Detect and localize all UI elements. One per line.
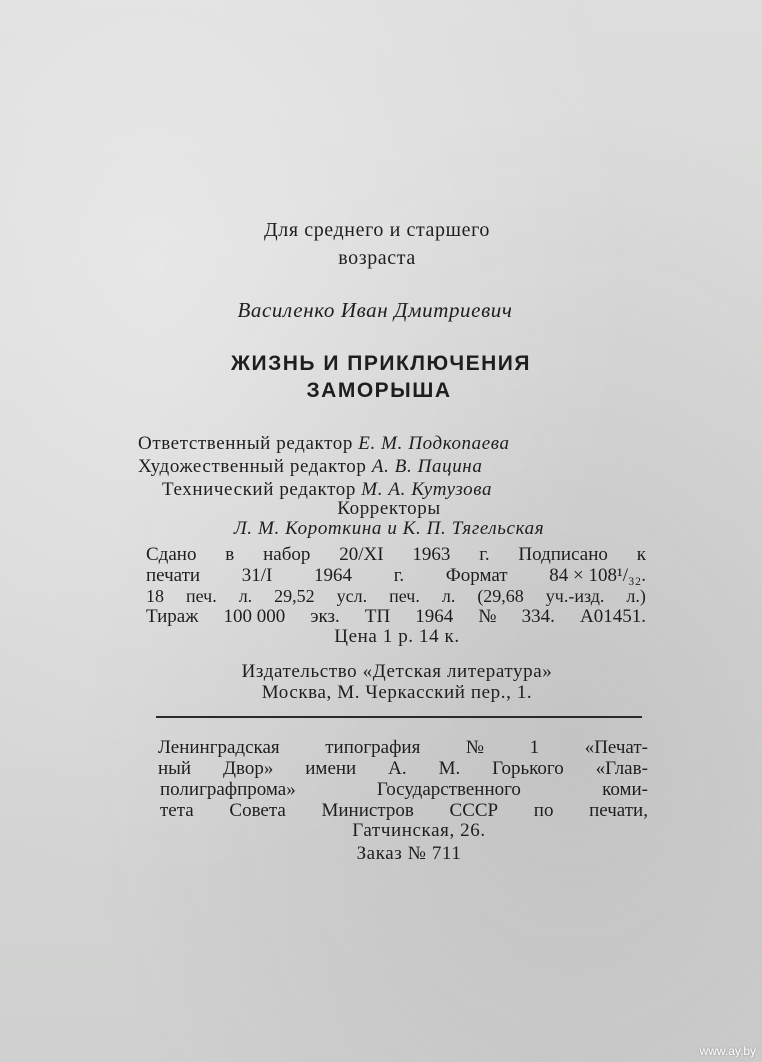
- word: А01451.: [580, 606, 646, 627]
- word: типография: [325, 737, 421, 758]
- word: усл.: [336, 586, 368, 606]
- word: Горького: [492, 758, 564, 779]
- word: «Печат-: [584, 737, 648, 758]
- word: Тираж: [146, 606, 199, 627]
- word: печ.: [389, 586, 420, 606]
- word: А.: [388, 758, 407, 779]
- word: Двор»: [223, 758, 274, 779]
- word: коми-: [602, 779, 648, 800]
- word: л.: [238, 586, 253, 606]
- word: 18: [146, 586, 164, 606]
- publisher-address: Москва, М. Черкасский пер., 1.: [261, 682, 533, 703]
- word: №: [478, 606, 497, 627]
- tech-editor-name: М. А. Кутузова: [361, 479, 493, 500]
- word: экз.: [310, 606, 340, 627]
- word: Формат: [445, 565, 508, 586]
- art-editor-line: [138, 455, 482, 479]
- author-name: Василенко Иван Дмитриевич: [237, 298, 513, 322]
- word: Государственного: [376, 779, 521, 800]
- word: 31/I: [241, 565, 273, 586]
- word: 29,52: [274, 586, 315, 606]
- word: в: [225, 544, 235, 565]
- word: л.): [626, 586, 646, 606]
- price: Цена 1 р. 14 к.: [334, 626, 460, 647]
- correctors-label: Корректоры: [337, 498, 441, 519]
- word: Совета: [229, 800, 286, 821]
- word: г.: [479, 544, 490, 565]
- word: г.: [393, 565, 405, 586]
- responsible-editor-name: Е. М. Подкопаева: [358, 433, 510, 454]
- word: 84 × 108¹/₃₂.: [549, 565, 646, 586]
- word: ТП: [364, 606, 391, 627]
- word: к: [636, 544, 646, 565]
- book-title-line-2: ЗАМОРЫША: [306, 379, 452, 402]
- word: Сдано: [146, 544, 197, 565]
- word: 1964: [415, 606, 454, 627]
- word: печ.: [185, 586, 217, 606]
- word: имени: [305, 758, 357, 779]
- word: л.: [441, 586, 456, 606]
- audience-line-1: Для среднего и старшего: [264, 219, 490, 241]
- tech-editor-label: Технический редактор: [162, 479, 356, 500]
- publisher-name: Издательство «Детская литература»: [241, 661, 553, 682]
- responsible-editor-line: [138, 432, 510, 456]
- book-title-line-1: ЖИЗНЬ И ПРИКЛЮЧЕНИЯ: [231, 352, 531, 375]
- art-editor-name: А. В. Пацина: [371, 456, 483, 477]
- order-number: Заказ № 711: [356, 843, 462, 864]
- correctors-names: Л. М. Короткина и К. П. Тягельская: [233, 518, 545, 539]
- audience-line-2: возраста: [338, 247, 416, 269]
- word: М.: [438, 758, 461, 779]
- divider-rule: [156, 716, 642, 718]
- printer-street: Гатчинская, 26.: [352, 820, 486, 841]
- word: печати,: [589, 800, 648, 821]
- word: набор: [263, 544, 311, 565]
- word: 1964: [314, 565, 353, 586]
- word: СССР: [449, 800, 499, 821]
- word: 1: [529, 737, 540, 758]
- word: ный: [158, 758, 192, 779]
- word: уч.-изд.: [545, 586, 605, 606]
- word: 100 000: [223, 606, 286, 627]
- responsible-editor-label: Ответственный редактор: [138, 433, 353, 454]
- word: (29,68: [477, 586, 524, 606]
- word: 20/XI: [339, 544, 384, 565]
- word: 1963: [412, 544, 451, 565]
- word: печати: [146, 565, 201, 586]
- word: по: [533, 800, 554, 821]
- word: полиграфпрома»: [160, 779, 296, 800]
- word: Подписано: [518, 544, 608, 565]
- word: 334.: [521, 606, 555, 627]
- word: Министров: [321, 800, 414, 821]
- art-editor-label: Художественный редактор: [138, 456, 367, 477]
- word: №: [465, 737, 485, 758]
- word: «Глав-: [595, 758, 648, 779]
- word: Ленинградская: [158, 737, 280, 758]
- word: тета: [160, 800, 194, 821]
- watermark: www.ay.by: [699, 1044, 756, 1058]
